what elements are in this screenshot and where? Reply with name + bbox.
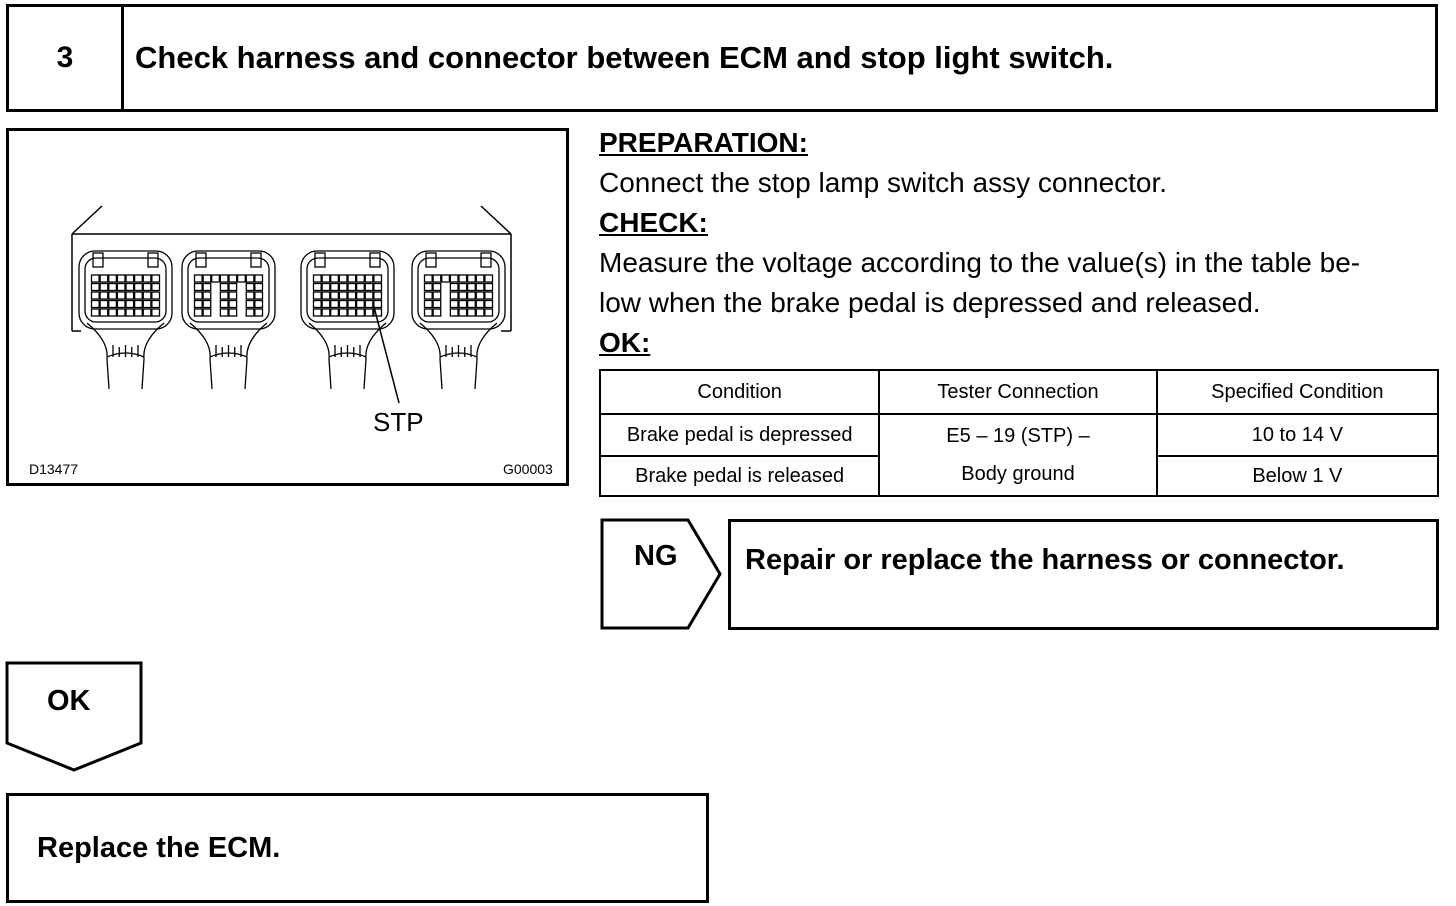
header-condition: Condition — [600, 370, 879, 414]
header-specified-condition: Specified Condition — [1157, 370, 1438, 414]
row-1-condition: Brake pedal is depressed — [600, 414, 879, 456]
preparation-heading: PREPARATION: — [599, 127, 808, 158]
table-header-row — [600, 370, 1438, 414]
figure-code-right: G00003 — [503, 461, 553, 477]
tester-line-1: E5 – 19 (STP) – — [946, 425, 1090, 447]
preparation-text: Connect the stop lamp switch assy connector. — [599, 167, 1168, 198]
tester-connection-cell — [879, 414, 1156, 496]
ok-result-box — [6, 793, 709, 903]
ng-result-text: Repair or replace the harness or connector. — [745, 544, 1345, 576]
ng-arrow-tag — [600, 518, 724, 632]
ok-tag-label: OK — [47, 685, 91, 717]
step-title: Check harness and connector between ECM and stop light switch. — [135, 40, 1114, 75]
connector-plug-1 — [79, 251, 172, 389]
table-row — [600, 414, 1438, 456]
connector-illustration — [6, 128, 569, 486]
step-number: 3 — [9, 7, 124, 109]
row-1-spec: 10 to 14 V — [1157, 414, 1438, 456]
tester-line-2: Body ground — [961, 463, 1075, 485]
step-header — [6, 4, 1438, 112]
ecm-connector-drawing — [9, 131, 566, 483]
connector-plug-2 — [182, 251, 275, 389]
ng-result-box — [728, 519, 1439, 630]
stp-callout-label: STP — [373, 407, 424, 437]
ok-result-text: Replace the ECM. — [37, 832, 281, 864]
ok-heading: OK: — [599, 327, 651, 358]
check-heading: CHECK: — [599, 207, 708, 238]
header-tester-connection: Tester Connection — [879, 370, 1156, 414]
row-2-condition: Brake pedal is released — [600, 456, 879, 496]
ng-tag-label: NG — [634, 540, 678, 572]
connector-plug-3 — [301, 251, 394, 389]
check-text-line-1: Measure the voltage according to the value(s) in the table be- — [599, 247, 1361, 278]
spec-table — [599, 369, 1439, 497]
row-2-spec: Below 1 V — [1157, 456, 1438, 496]
connector-plug-4 — [412, 251, 505, 389]
figure-code-left: D13477 — [29, 461, 79, 477]
check-text-line-2: low when the brake pedal is depressed and released. — [599, 287, 1261, 318]
